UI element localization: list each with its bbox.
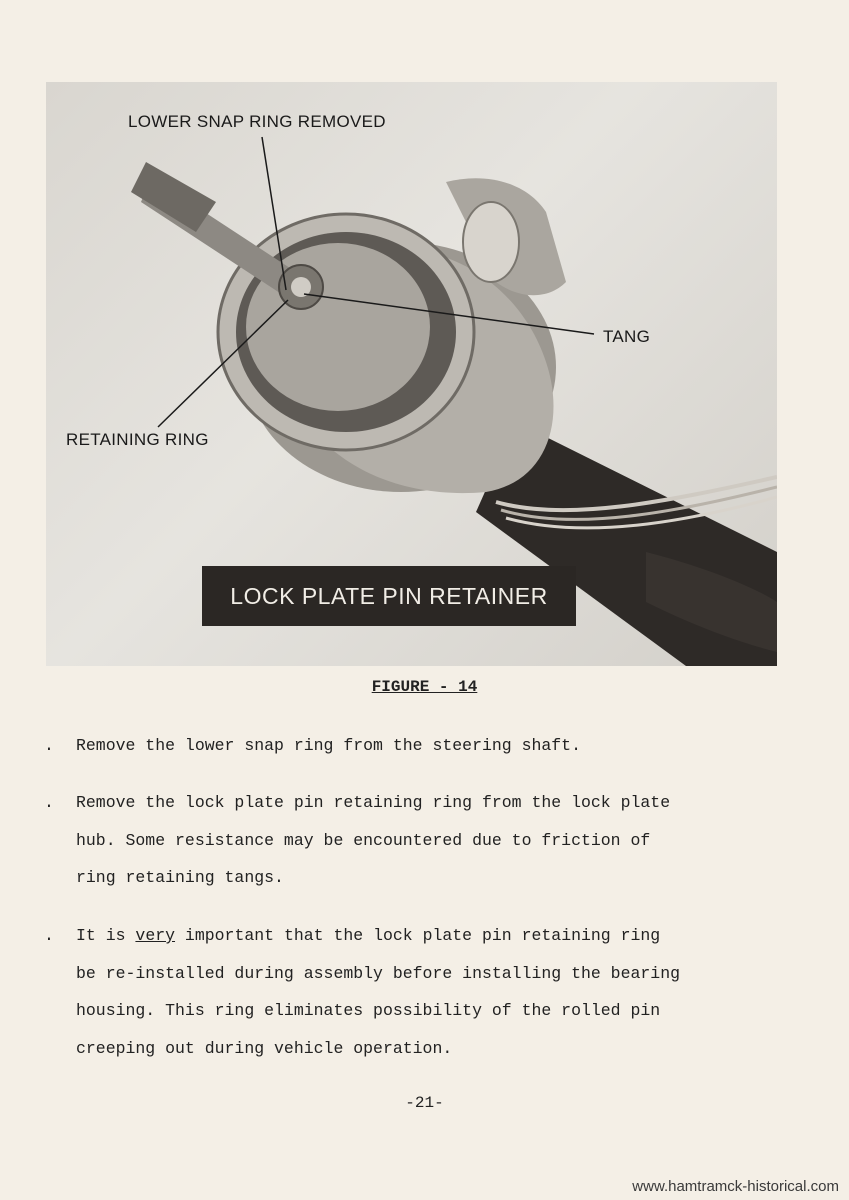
bullet: . <box>44 736 54 755</box>
bullet: . <box>44 793 54 812</box>
instruction-line <box>76 917 680 955</box>
emphasis-very: very <box>135 926 176 945</box>
watermark: www.hamtramck-historical.com <box>632 1178 839 1195</box>
figure-label <box>0 678 849 696</box>
figure-caption-box: LOCK PLATE PIN RETAINER <box>202 566 576 626</box>
instruction-line: creeping out during vehicle operation. <box>76 1038 453 1058</box>
page-number: -21- <box>405 1094 444 1112</box>
figure-label-text: FIGURE - 14 <box>371 678 478 696</box>
text-run: It is <box>76 926 136 945</box>
callout-retaining-ring: RETAINING RING <box>66 430 209 449</box>
text-run: important that the lock plate pin retaining ring <box>175 926 661 945</box>
bullet: . <box>44 926 54 945</box>
figure-photo <box>46 82 777 666</box>
callout-tang: TANG <box>603 327 651 346</box>
instruction-line: housing. This ring eliminates possibility of the rolled pin <box>76 1001 661 1020</box>
instruction-line: Remove the lock plate pin retaining ring from the lock plate <box>76 793 671 812</box>
instruction-line: hub. Some resistance may be encountered due to friction of <box>76 830 651 850</box>
instruction-line: ring retaining tangs. <box>76 868 284 887</box>
instruction-line: be re-installed during assembly before installing the bearing <box>76 963 680 983</box>
instruction-line: Remove the lower snap ring from the steering shaft. <box>76 736 581 755</box>
callout-lower-snap-ring: LOWER SNAP RING REMOVED <box>128 112 386 131</box>
